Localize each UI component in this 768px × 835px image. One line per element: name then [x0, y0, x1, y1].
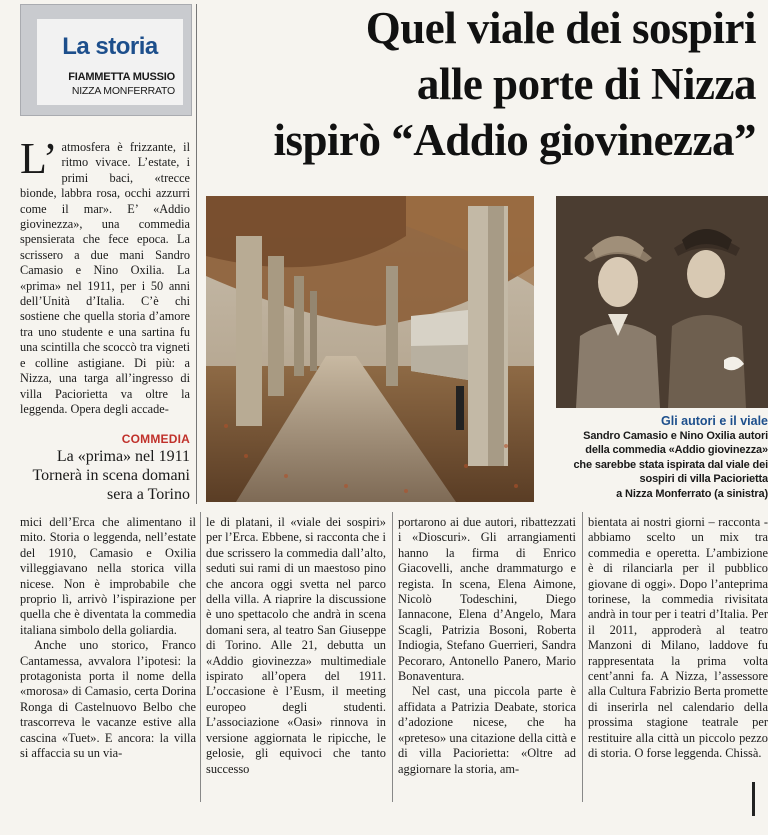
body-column-2 [206, 515, 386, 777]
body-paragraph: le di platani, il «viale dei sospiri» per l’Erca. Ebbene, si racconta che i due scrissero la commedia dall’alto, seduti sui rami di un maestoso pino che ancora oggi svetta nel parco della villa. A riaprire la discussione è uno spettacolo che andrà in scena domani sera, al teatro San Giuseppe di Torino. Alle 21, debutta un «Addio giovinezza» multimediale ispirato all’opera del 1911. L’occasione è l’Eusm, il meeting europeo degli studenti. L’associazione «Oasi» rinnova in versione aggiornata le ripicche, le gelosie, gli equivoci che tanto successo [206, 515, 386, 776]
section-title: La storia [62, 33, 158, 60]
kicker-label: COMMEDIA [121, 432, 190, 446]
body-paragraph: Anche uno storico, Franco Cantamessa, avvalora l’ipotesi: la protagonista porta il nome della «morosa» di Camasio, certa Dorina Ronga di Castelnuovo Belbo che trascorreva le vacanze estive alla cascina «Tuet». E ancora: la villa si affaccia su un via- [20, 638, 196, 761]
lead-text: atmosfera è frizzante, il ritmo vivace. L’estate, i primi baci, «trecce bionde, labbra rosa, occhi azzurri come il mar». E’ «Addio giovinezza», una commedia spensierata che fece epoca. La scrissero a due mani Sandro Camasio e Nino Oxilia. La «prima» nel 1911, per i 50 anni dell’Unità d’Italia. C’è chi sostiene che quella storia d’amore tra uno studente e una sartina fu una scintilla che scoccò tra vigneti e colline astigiane. Di più: a Nizza, una targa all’ingresso di villa Paciorietta va oltre la leggenda. Opera degli accade- [20, 140, 190, 416]
headline-line: ispirò “Addio giovinezza” [273, 115, 756, 165]
body-column-3 [398, 515, 576, 777]
dateline-place: NIZZA MONFERRATO [71, 85, 175, 97]
article-lead [20, 134, 190, 417]
column-divider [582, 512, 583, 802]
end-of-article-mark [752, 782, 755, 816]
photo-caption-title: Gli autori e il viale [661, 414, 768, 428]
section-label-inner [37, 19, 183, 105]
column-divider [200, 512, 201, 802]
photo-tree-avenue [206, 196, 534, 502]
photo-authors-portrait [556, 196, 768, 408]
body-paragraph: portarono ai due autori, ribattezzati i «Dioscuri». Gli arrangiamenti hanno la firma di Enrico Giacovelli, anche drammaturgo e regista. In scena, Elena Aimone, Nicolò Todeschini, Diego Iannacone, Elena d’Angelo, Mara Scagli, Patrizia Bosoni, Roberta Indiogia, Stefano Guerrieri, Sandra Pecoraro, Antonello Panero, Mario Bonaventura. [398, 515, 576, 684]
headline-line: alle porte di Nizza [416, 59, 756, 109]
section-label-box [20, 4, 192, 116]
drop-cap: L’ [20, 134, 58, 183]
column-divider [392, 512, 393, 802]
body-column-1 [20, 515, 196, 762]
lead-paragraph [20, 134, 190, 417]
article-headline [273, 0, 756, 168]
headline-line: Quel viale dei sospiri [365, 3, 756, 53]
body-paragraph: mici dell’Erca che alimentano il mito. Storia o leggenda, nell’estate del 1910, Camasio e Oxilia villeggiavano nella storica villa nicese. Non è improbabile che proprio lì, arrivò l’ispirazione per quella che è diventata la commedia italiana simbolo della goliardia. [20, 515, 196, 637]
body-paragraph: bientata ai nostri giorni – racconta - abbiamo scelto un mix tra commedia e operetta. L’ambizione è di rilanciarla per il pubblico giovane di oggi». Dopo l’anteprima torinese, la commedia rivisitata andrà in tour per i teatri d’Italia. Per il 2011, approderà al teatro Manzoni di Milano, laddove fu rappresentata la prima volta cent’anni fa. A Nizza, l’assessore alla Cultura Fabrizio Berta promette di inserirla nel calendario della prossima stagione teatrale per restituire alla città un piccolo pezzo di storia. O forse leggenda. Chissà. [588, 515, 768, 761]
author-byline: FIAMMETTA MUSSIO [68, 71, 175, 83]
body-paragraph: Nel cast, una piccola parte è affidata a Patrizia Deabate, storica d’adozione nicese, che ha «preteso» una citazione della città e di villa Paciorietta: «Oltre ad aggiornare la storia, am- [398, 684, 576, 776]
sub-headline: La «prima» nel 1911 Tornerà in scena domani sera a Torino [32, 448, 190, 503]
body-column-4 [588, 515, 768, 762]
column-divider [196, 4, 197, 504]
photo-caption: Sandro Camasio e Nino Oxilia autori della commedia «Addio giovinezza» che sarebbe stata ispirata dal viale dei sospiri di villa Paciorietta a Nizza Monferrato (a sinistra) [573, 430, 768, 500]
